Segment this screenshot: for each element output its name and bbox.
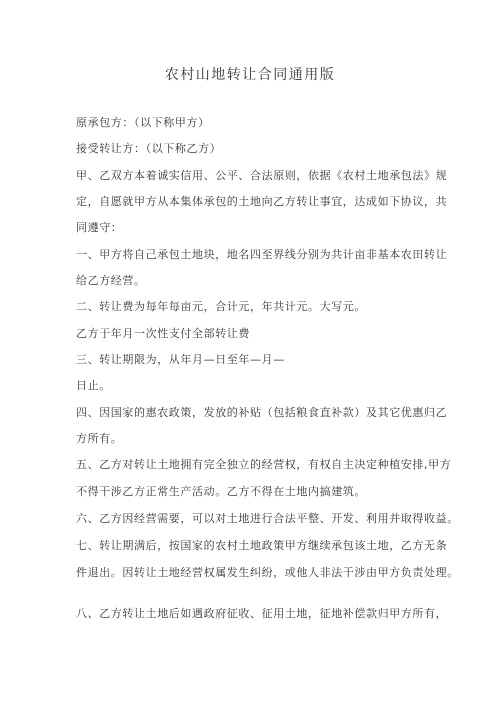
document-title: 农村山地转让合同通用版 bbox=[164, 67, 336, 83]
text-line: 二、转让费为每年每亩元，合计元，年共计元。大写元。 bbox=[76, 300, 366, 313]
text-line: 一、甲方将自己承包土地块，地名四至界线分别为共计亩非基本农田转让 bbox=[76, 248, 448, 261]
text-line: 日止。 bbox=[76, 379, 111, 392]
text-line: 四、因国家的惠农政策，发放的补贴（包括粮食直补款）及其它优惠归乙 bbox=[76, 406, 448, 419]
text-line: 原承包方：（以下称甲方） bbox=[76, 116, 210, 129]
text-line: 三、转让期限为，从年月—日至年—月— bbox=[76, 353, 285, 366]
text-line: 甲、乙双方本着诚实信用、公平、合法原则，依据《农村土地承包法》规 bbox=[76, 169, 448, 182]
text-line: 同遵守： bbox=[76, 221, 123, 234]
text-line: 乙方于年月一次性支付全部转让费 bbox=[76, 327, 250, 340]
text-line: 五、乙方对转让土地拥有完全独立的经营权，有权自主决定种植安排,甲方 bbox=[76, 458, 452, 471]
text-line: 不得干涉乙方正常生产活动。乙方不得在土地内搞建筑。 bbox=[76, 485, 366, 498]
text-line: 八、乙方转让土地后如遇政府征收、征用土地，征地补偿款归甲方所有， bbox=[76, 607, 448, 620]
text-line: 七、转让期满后，按国家的农村土地政策甲方继续承包该土地，乙方无条 bbox=[76, 539, 448, 552]
text-line: 件退出。因转让土地经营权属发生纠纷，或他人非法干涉由甲方负责处理。 bbox=[76, 566, 459, 579]
text-line: 方所有。 bbox=[76, 432, 123, 445]
text-line: 给乙方经营。 bbox=[76, 274, 146, 287]
text-line: 接受转让方：（以下称乙方） bbox=[76, 142, 222, 155]
text-line: 六、乙方因经营需要，可以对土地进行合法平整、开发、利用并取得收益。 bbox=[76, 512, 459, 525]
text-line: 定，自愿就甲方从本集体承包的土地向乙方转让事宜，达成如下协议，共 bbox=[76, 195, 448, 208]
